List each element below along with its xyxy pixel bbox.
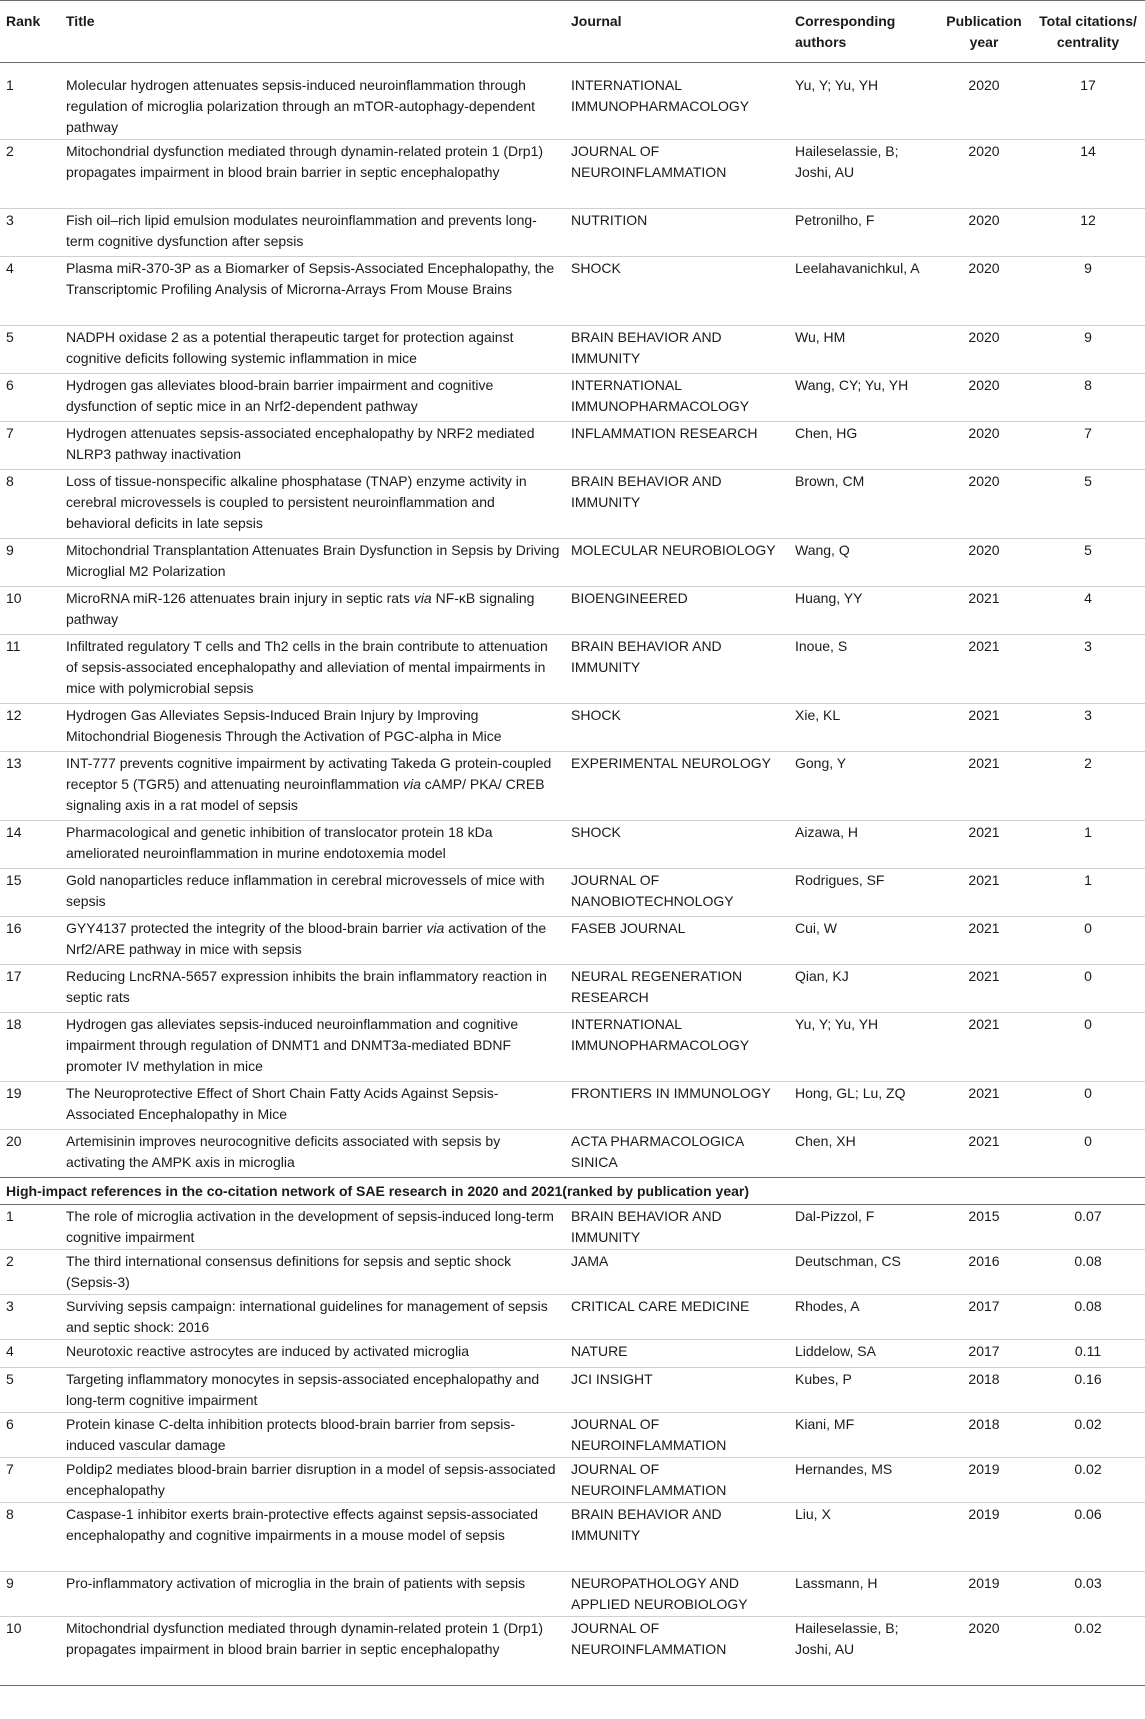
cell-year: 2020 (968, 212, 1000, 228)
table-row (0, 965, 1145, 1013)
cell-citations: 5 (1084, 473, 1092, 489)
cell-citations: 2 (1084, 755, 1092, 771)
cell-rank: 9 (6, 542, 14, 558)
cell-journal: BRAIN BEHAVIOR AND IMMUNITY (571, 1506, 722, 1543)
cell-authors: Kiani, MF (795, 1416, 855, 1432)
cell-rank: 5 (6, 1371, 14, 1387)
cell-citations: 0 (1084, 1085, 1092, 1101)
table-row (0, 635, 1145, 704)
table-row (0, 1368, 1145, 1413)
cell-rank: 4 (6, 1343, 14, 1359)
cell-year: 2020 (968, 260, 1000, 276)
table-row (0, 869, 1145, 917)
cell-journal: INTERNATIONAL IMMUNOPHARMACOLOGY (571, 1016, 750, 1053)
cell-journal: SHOCK (571, 707, 621, 723)
cell-year: 2021 (968, 707, 1000, 723)
cell-citations: 0 (1084, 1016, 1092, 1032)
table-row (0, 1250, 1145, 1295)
table-row (0, 821, 1145, 869)
cell-year: 2020 (968, 1620, 1000, 1636)
cell-year: 2019 (968, 1575, 1000, 1591)
header-citations-line1: Total citations/ (1039, 13, 1137, 29)
cell-rank: 13 (6, 755, 22, 771)
cell-title: Reducing LncRNA-5657 expression inhibits the brain inflammatory reaction in septic rats (66, 968, 547, 1005)
cell-title: Artemisinin improves neurocognitive deficits associated with sepsis by activating the AMPK axis in microglia (66, 1133, 501, 1170)
cell-citations: 4 (1084, 590, 1092, 606)
cell-journal: JAMA (571, 1253, 609, 1269)
header-authors-line2: authors (795, 34, 847, 50)
cell-citations: 9 (1084, 260, 1092, 276)
cell-rank: 1 (6, 77, 14, 93)
header-authors (789, 1, 937, 63)
title-italic-text: via (426, 920, 445, 936)
table-row (0, 1130, 1145, 1178)
cell-year: 2021 (968, 1085, 1000, 1101)
cell-authors: Rodrigues, SF (795, 872, 885, 888)
cell-centrality: 0.08 (1074, 1298, 1102, 1314)
cell-title: Hydrogen Gas Alleviates Sepsis-Induced Brain Injury by Improving Mitochondrial Biogenesis Through the Activation of PGC-alpha in Mice (66, 707, 502, 744)
table-row (0, 1413, 1145, 1458)
cell-rank: 17 (6, 968, 22, 984)
cell-authors: Haileselassie, B; Joshi, AU (795, 1620, 899, 1657)
cell-year: 2019 (968, 1461, 1000, 1477)
cell-centrality: 0.03 (1074, 1575, 1102, 1591)
cell-citations: 3 (1084, 707, 1092, 723)
table-row (0, 422, 1145, 470)
table-row (0, 63, 1145, 140)
section-heading: High-impact references in the co-citation network of SAE research in 2020 and 2021(ranked by publication year) (0, 1178, 1145, 1205)
table-row (0, 587, 1145, 635)
table-row (0, 1082, 1145, 1130)
header-title: Title (66, 13, 95, 29)
table-row (0, 1572, 1145, 1617)
cell-journal: FRONTIERS IN IMMUNOLOGY (571, 1085, 771, 1101)
cell-citations: 1 (1084, 824, 1092, 840)
cell-year: 2020 (968, 77, 1000, 93)
cell-year: 2019 (968, 1506, 1000, 1522)
table-row (0, 1617, 1145, 1686)
title-italic-text: via (413, 590, 432, 606)
cell-title: Hydrogen attenuates sepsis-associated encephalopathy by NRF2 mediated NLRP3 pathway inactivation (66, 425, 535, 462)
title-text: activation of the Nrf2/ARE pathway in mice with sepsis (66, 920, 547, 957)
table-row (0, 704, 1145, 752)
cell-authors: Gong, Y (795, 755, 847, 771)
table-row (0, 539, 1145, 587)
cell-authors: Chen, HG (795, 425, 858, 441)
cell-centrality: 0.06 (1074, 1506, 1102, 1522)
cell-authors: Wang, Q (795, 542, 850, 558)
cell-rank: 7 (6, 1461, 14, 1477)
cell-journal: NATURE (571, 1343, 628, 1359)
cell-title: Gold nanoparticles reduce inflammation in cerebral microvessels of mice with sepsis (66, 872, 545, 909)
cell-title (60, 587, 565, 635)
cell-title: Targeting inflammatory monocytes in sepsis-associated encephalopathy and long-term cognitive impairment (66, 1371, 540, 1408)
header-authors-line1: Corresponding (795, 13, 896, 29)
cell-authors: Inoue, S (795, 638, 848, 654)
cell-title: The role of microglia activation in the development of sepsis-induced long-term cognitive impairment (66, 1208, 554, 1245)
cell-authors: Cui, W (795, 920, 837, 936)
cell-rank: 4 (6, 260, 14, 276)
table-row (0, 1458, 1145, 1503)
cell-citations: 0 (1084, 968, 1092, 984)
cell-rank: 3 (6, 1298, 14, 1314)
cell-rank: 16 (6, 920, 22, 936)
cell-authors: Petronilho, F (795, 212, 875, 228)
cell-authors: Wang, CY; Yu, YH (795, 377, 909, 393)
cell-title (60, 917, 565, 965)
cell-citations: 14 (1080, 143, 1096, 159)
cell-journal: MOLECULAR NEUROBIOLOGY (571, 542, 776, 558)
cell-authors: Liu, X (795, 1506, 831, 1522)
cell-title: Pro-inflammatory activation of microglia in the brain of patients with sepsis (66, 1575, 526, 1591)
table-row (0, 917, 1145, 965)
cell-authors: Deutschman, CS (795, 1253, 901, 1269)
cell-title: Hydrogen gas alleviates blood-brain barrier impairment and cognitive dysfunction of septic mice in an Nrf2-dependent pathway (66, 377, 494, 414)
cell-journal: JOURNAL OF NEUROINFLAMMATION (571, 1416, 727, 1453)
cell-citations: 0 (1084, 920, 1092, 936)
cell-centrality: 0.02 (1074, 1620, 1102, 1636)
cell-journal: FASEB JOURNAL (571, 920, 686, 936)
cell-title: Mitochondrial Transplantation Attenuates Brain Dysfunction in Sepsis by Driving Microglial M2 Polarization (66, 542, 560, 579)
header-rank: Rank (6, 13, 41, 29)
cell-rank: 9 (6, 1575, 14, 1591)
cell-journal: BRAIN BEHAVIOR AND IMMUNITY (571, 638, 722, 675)
cell-authors: Lassmann, H (795, 1575, 878, 1591)
cell-year: 2021 (968, 638, 1000, 654)
cell-journal: JOURNAL OF NEUROINFLAMMATION (571, 143, 727, 180)
cell-authors: Brown, CM (795, 473, 865, 489)
cell-year: 2017 (968, 1343, 1000, 1359)
title-text: MicroRNA miR-126 attenuates brain injury in septic rats (66, 590, 414, 606)
table-row (0, 257, 1145, 326)
cell-centrality: 0.16 (1074, 1371, 1102, 1387)
cell-rank: 20 (6, 1133, 22, 1149)
cell-rank: 14 (6, 824, 22, 840)
cell-authors: Haileselassie, B; Joshi, AU (795, 143, 899, 180)
cell-authors: Huang, YY (795, 590, 863, 606)
cell-authors: Leelahavanichkul, A (795, 260, 920, 276)
cell-citations: 7 (1084, 425, 1092, 441)
cell-title: NADPH oxidase 2 as a potential therapeutic target for protection against cognitive deficits following systemic inflammation in mice (66, 329, 514, 366)
cell-centrality: 0.02 (1074, 1416, 1102, 1432)
cell-journal: EXPERIMENTAL NEUROLOGY (571, 755, 771, 771)
header-year-line2: year (969, 34, 999, 50)
cell-citations: 12 (1080, 212, 1096, 228)
cell-year: 2021 (968, 920, 1000, 936)
cell-title: Mitochondrial dysfunction mediated through dynamin-related protein 1 (Drp1) propagates impairment in blood brain barrier in septic encephalopathy (66, 143, 544, 180)
cell-citations: 17 (1080, 77, 1096, 93)
cell-year: 2020 (968, 377, 1000, 393)
cell-rank: 5 (6, 329, 14, 345)
cell-journal: BRAIN BEHAVIOR AND IMMUNITY (571, 1208, 722, 1245)
cell-title: Poldip2 mediates blood-brain barrier disruption in a model of sepsis-associated encephalopathy (66, 1461, 556, 1498)
cell-authors: Dal-Pizzol, F (795, 1208, 875, 1224)
cell-year: 2018 (968, 1416, 1000, 1432)
cell-journal: INTERNATIONAL IMMUNOPHARMACOLOGY (571, 377, 750, 414)
cell-year: 2015 (968, 1208, 1000, 1224)
cell-journal: JOURNAL OF NANOBIOTECHNOLOGY (571, 872, 734, 909)
title-text: cAMP/ PKA/ CREB signaling axis in a rat model of sepsis (66, 776, 545, 813)
cell-rank: 8 (6, 473, 14, 489)
cell-rank: 10 (6, 1620, 22, 1636)
cell-citations: 5 (1084, 542, 1092, 558)
cell-title: Neurotoxic reactive astrocytes are induced by activated microglia (66, 1343, 470, 1359)
cell-rank: 2 (6, 1253, 14, 1269)
cell-authors: Chen, XH (795, 1133, 856, 1149)
cell-year: 2020 (968, 542, 1000, 558)
cell-citations: 9 (1084, 329, 1092, 345)
cell-rank: 18 (6, 1016, 22, 1032)
cell-authors: Hernandes, MS (795, 1461, 893, 1477)
table-row (0, 209, 1145, 257)
header-year (937, 1, 1029, 63)
cell-year: 2020 (968, 425, 1000, 441)
cell-rank: 1 (6, 1208, 14, 1224)
cell-authors: Wu, HM (795, 329, 846, 345)
table-row (0, 470, 1145, 539)
table-row (0, 1013, 1145, 1082)
cell-year: 2016 (968, 1253, 1000, 1269)
cell-journal: NEURAL REGENERATION RESEARCH (571, 968, 743, 1005)
cell-rank: 6 (6, 377, 14, 393)
cell-title: Surviving sepsis campaign: international guidelines for management of sepsis and septic shock: 2016 (66, 1298, 548, 1335)
cell-year: 2020 (968, 329, 1000, 345)
cell-title: Mitochondrial dysfunction mediated through dynamin-related protein 1 (Drp1) propagates impairment in blood brain barrier in septic encephalopathy (66, 1620, 544, 1657)
table-row (0, 1503, 1145, 1572)
cell-year: 2020 (968, 473, 1000, 489)
cell-title: The Neuroprotective Effect of Short Chain Fatty Acids Against Sepsis-Associated Encephalopathy in Mice (66, 1085, 499, 1122)
title-text: INT-777 prevents cognitive impairment by activating Takeda G protein-coupled receptor 5 (TGR5) and attenuating neuroinflammation (66, 755, 552, 792)
cell-rank: 2 (6, 143, 14, 159)
cell-authors: Hong, GL; Lu, ZQ (795, 1085, 906, 1101)
cell-authors: Xie, KL (795, 707, 841, 723)
cell-year: 2021 (968, 824, 1000, 840)
cell-citations: 1 (1084, 872, 1092, 888)
cell-centrality: 0.11 (1074, 1343, 1102, 1359)
cell-journal: BRAIN BEHAVIOR AND IMMUNITY (571, 329, 722, 366)
cell-journal: BRAIN BEHAVIOR AND IMMUNITY (571, 473, 722, 510)
cell-authors: Aizawa, H (795, 824, 859, 840)
cell-title: Pharmacological and genetic inhibition of translocator protein 18 kDa ameliorated neuroinflammation in murine endotoxemia model (66, 824, 493, 861)
cell-rank: 19 (6, 1085, 22, 1101)
cell-year: 2021 (968, 872, 1000, 888)
cell-title (60, 752, 565, 821)
cell-title: Loss of tissue-nonspecific alkaline phosphatase (TNAP) enzyme activity in cerebral microvessels is coupled to persistent neuroinflammation and behavioral deficits in late sepsis (66, 473, 527, 531)
cell-rank: 10 (6, 590, 22, 606)
cell-citations: 8 (1084, 377, 1092, 393)
title-italic-text: via (402, 776, 421, 792)
cell-year: 2021 (968, 1016, 1000, 1032)
cell-year: 2018 (968, 1371, 1000, 1387)
cell-centrality: 0.07 (1074, 1208, 1102, 1224)
cell-rank: 7 (6, 425, 14, 441)
table-row (0, 140, 1145, 209)
table-row (0, 1340, 1145, 1368)
cell-journal: JOURNAL OF NEUROINFLAMMATION (571, 1461, 727, 1498)
cell-year: 2021 (968, 590, 1000, 606)
section-heading-row (0, 1178, 1145, 1205)
header-journal: Journal (571, 13, 622, 29)
title-text: NF-κB signaling pathway (66, 590, 535, 627)
cell-rank: 12 (6, 707, 22, 723)
cell-rank: 8 (6, 1506, 14, 1522)
cell-journal: SHOCK (571, 824, 621, 840)
cell-journal: JCI INSIGHT (571, 1371, 653, 1387)
cell-title: Hydrogen gas alleviates sepsis-induced neuroinflammation and cognitive impairment through regulation of DNMT1 and DNMT3a-mediated BDNF promoter IV methylation in mice (66, 1016, 519, 1074)
title-text: GYY4137 protected the integrity of the blood-brain barrier (66, 920, 427, 936)
cell-citations: 3 (1084, 638, 1092, 654)
cell-title: Plasma miR-370-3P as a Biomarker of Sepsis-Associated Encephalopathy, the Transcriptomic Profiling Analysis of Microrna-Arrays From Mouse Brains (66, 260, 555, 297)
cell-title: The third international consensus definitions for sepsis and septic shock (Sepsis-3) (66, 1253, 512, 1290)
cell-journal: ACTA PHARMACOLOGICA SINICA (571, 1133, 744, 1170)
cell-journal: BIOENGINEERED (571, 590, 688, 606)
cell-citations: 0 (1084, 1133, 1092, 1149)
cell-journal: JOURNAL OF NEUROINFLAMMATION (571, 1620, 727, 1657)
cell-centrality: 0.08 (1074, 1253, 1102, 1269)
cell-journal: INFLAMMATION RESEARCH (571, 425, 758, 441)
cell-rank: 6 (6, 1416, 14, 1432)
cell-authors: Yu, Y; Yu, YH (795, 77, 879, 93)
cell-year: 2021 (968, 1133, 1000, 1149)
table-row (0, 374, 1145, 422)
header-citations (1029, 1, 1145, 63)
cell-journal: CRITICAL CARE MEDICINE (571, 1298, 750, 1314)
cell-title: Caspase-1 inhibitor exerts brain-protective effects against sepsis-associated encephalopathy and cognitive impairments in a mouse model of sepsis (66, 1506, 539, 1543)
cell-journal: INTERNATIONAL IMMUNOPHARMACOLOGY (571, 77, 750, 114)
cell-centrality: 0.02 (1074, 1461, 1102, 1477)
cell-title: Fish oil–rich lipid emulsion modulates neuroinflammation and prevents long-term cognitive dysfunction after sepsis (66, 212, 537, 249)
table-row (0, 1295, 1145, 1340)
cell-year: 2021 (968, 968, 1000, 984)
cell-authors: Yu, Y; Yu, YH (795, 1016, 879, 1032)
cell-authors: Rhodes, A (795, 1298, 860, 1314)
cell-year: 2020 (968, 143, 1000, 159)
cell-rank: 15 (6, 872, 22, 888)
cell-authors: Liddelow, SA (795, 1343, 876, 1359)
cell-rank: 11 (6, 638, 21, 654)
table-row (0, 1205, 1145, 1250)
header-citations-line2: centrality (1056, 34, 1120, 50)
cell-authors: Qian, KJ (795, 968, 849, 984)
cell-authors: Kubes, P (795, 1371, 852, 1387)
header-year-line1: Publication (946, 13, 1022, 29)
cell-title: Protein kinase C-delta inhibition protects blood-brain barrier from sepsis-induced vascular damage (66, 1416, 515, 1453)
table-row (0, 326, 1145, 374)
cell-journal: SHOCK (571, 260, 621, 276)
cell-journal: NEUROPATHOLOGY AND APPLIED NEUROBIOLOGY (571, 1575, 748, 1612)
cell-title: Molecular hydrogen attenuates sepsis-induced neuroinflammation through regulation of microglia polarization through an mTOR-autophagy-dependent pathway (66, 77, 536, 135)
cell-journal: NUTRITION (571, 212, 648, 228)
cell-title: Infiltrated regulatory T cells and Th2 cells in the brain contribute to attenuation of sepsis-associated encephalopathy and alleviation of mental impairments in mice with polymicrobial sepsis (66, 638, 548, 696)
cell-year: 2021 (968, 755, 1000, 771)
cell-year: 2017 (968, 1298, 1000, 1314)
cell-rank: 3 (6, 212, 14, 228)
table-row (0, 752, 1145, 821)
header-row (0, 1, 1145, 63)
